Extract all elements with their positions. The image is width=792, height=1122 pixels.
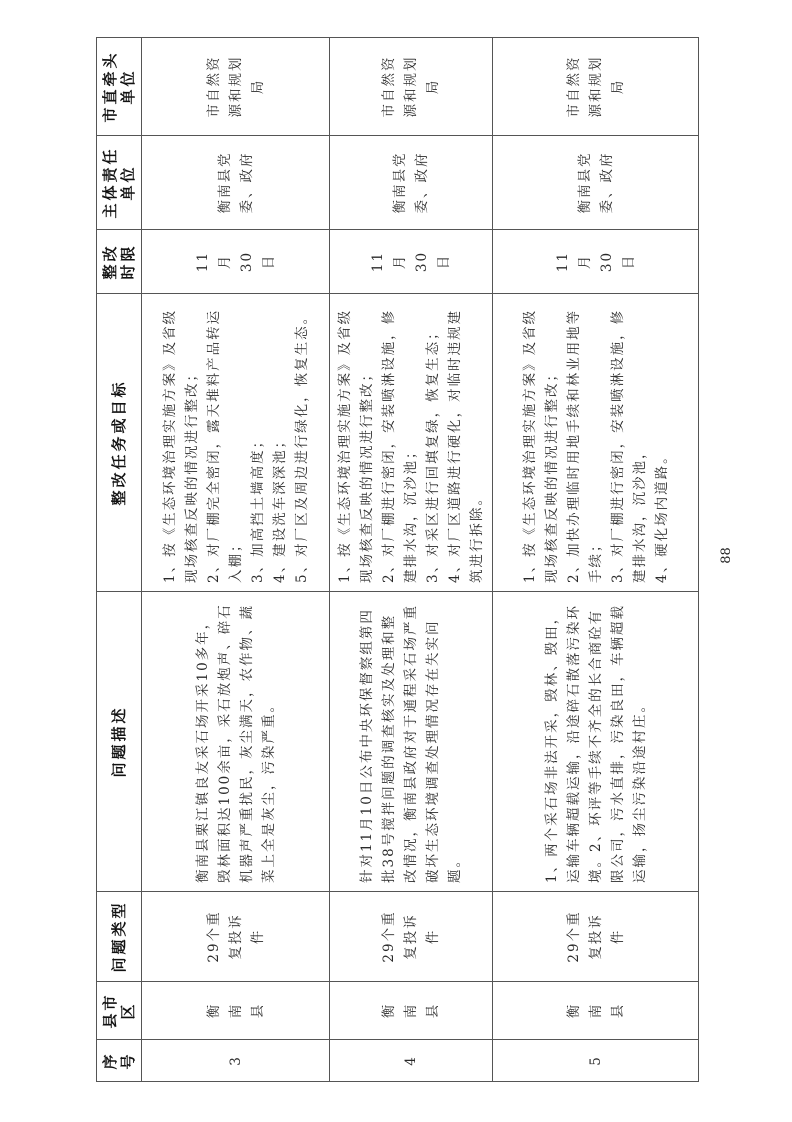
cell-lead: 市自然资源和规划局 [142, 38, 330, 136]
table-row [330, 38, 493, 1082]
cell-lead: 市自然资源和规划局 [330, 38, 493, 136]
cell-index: 4 [330, 1040, 493, 1082]
cell-type: 29个重复投诉件 [330, 892, 493, 982]
header-index: 序号 [97, 1040, 142, 1082]
cell-problem: 1、两个采石场非法开采，毁林、毁田，运输车辆超载运输，沿途碎石散落污染环境。2、环评等手续不齐全的长合商砼有限公司，污水直排，污染良田，车辆超载运输，扬尘污染沿途村庄。 [493, 592, 699, 892]
cell-index: 5 [493, 1040, 699, 1082]
cell-responsible: 衡南县党委、政府 [142, 136, 330, 230]
cell-deadline: 11月30日 [142, 230, 330, 294]
cell-responsible: 衡南县党委、政府 [493, 136, 699, 230]
table-row [493, 38, 699, 1082]
cell-county: 衡南县 [493, 982, 699, 1040]
cell-deadline: 11月30日 [493, 230, 699, 294]
cell-lead: 市自然资源和规划局 [493, 38, 699, 136]
cell-type: 29个重复投诉件 [493, 892, 699, 982]
cell-type: 29个重复投诉件 [142, 892, 330, 982]
cell-deadline: 11月30日 [330, 230, 493, 294]
table-row [142, 38, 330, 1082]
cell-problem: 衡南县栗江镇良友采石场开采10多年，毁林面积达100余亩，采石放炮声、碎石机器声严重扰民，灰尘满天，农作物、蔬菜上全是灰尘，污染严重。 [142, 592, 330, 892]
cell-problem: 针对11月10日公布中央环保督察组第四批38号搅拌问题的调查核实及处理和整改情况，衡南县政府对于通程采石场严重破坏生态环境调查处理情况存在失实问题。 [330, 592, 493, 892]
header-task: 整改任务或目标 [97, 294, 142, 592]
cell-responsible: 衡南县党委、政府 [330, 136, 493, 230]
rotated-table-container [96, 38, 685, 1082]
header-deadline: 整改时限 [97, 230, 142, 294]
header-row [97, 38, 142, 1082]
header-type: 问题类型 [97, 892, 142, 982]
cell-county: 衡南县 [142, 982, 330, 1040]
cell-task: 1、按《生态环境治理实施方案》及省级现场核查反映的情况进行整改； 2、对厂棚完全密闭，露天堆料产品转运入棚； 3、加高挡土墙高度； 4、建设洗车深深池； 5、对厂区及周边进行绿化，恢复生态。 [142, 294, 330, 592]
page-number: 88 [718, 547, 734, 564]
rectification-table [96, 37, 699, 1082]
cell-task: 1、按《生态环境治理实施方案》及省级现场核查反映的情况进行整改； 2、对厂棚进行密闭，安装喷淋设施，修建排水沟，沉沙池； 3、对采区进行回填复绿，恢复生态； 4、对厂区道路进行硬化，对临时违规建筑进行拆除。 [330, 294, 493, 592]
header-problem: 问题描述 [97, 592, 142, 892]
header-responsible: 主体责任单位 [97, 136, 142, 230]
header-county: 县市区 [97, 982, 142, 1040]
header-lead: 市直牵头单位 [97, 38, 142, 136]
cell-index: 3 [142, 1040, 330, 1082]
cell-task: 1、按《生态环境治理实施方案》及省级现场核查反映的情况进行整改； 2、加快办理临时用地手续和林业用地等手续； 3、对厂棚进行密闭，安装喷淋设施，修建排水沟，沉沙池， 4、硬化场内道路。 [493, 294, 699, 592]
cell-county: 衡南县 [330, 982, 493, 1040]
